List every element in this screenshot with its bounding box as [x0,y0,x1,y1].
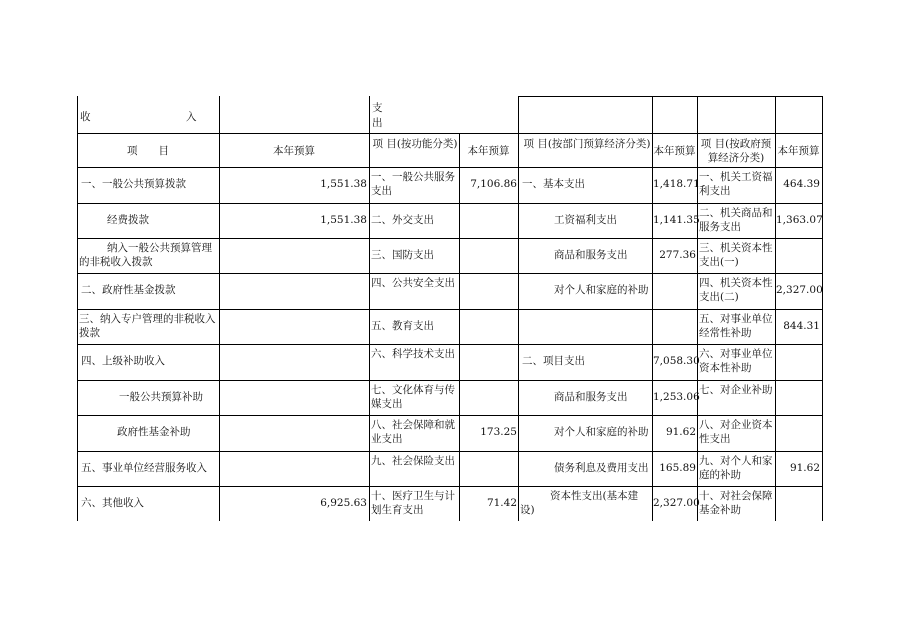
func-budget: 71.42 [486,497,517,509]
gov-budget: 464.39 [783,178,820,190]
func-item: 一、一般公共服务支出 [371,171,455,197]
income-item: 经费拨款 [107,214,149,226]
grid-line [518,96,822,97]
gov-item: 十、对社会保障基金补助 [699,490,773,516]
dept-item: 商品和服务支出 [554,249,628,261]
dept-budget: 165.89 [659,462,696,474]
grid-line [77,273,822,274]
dept-item: 商品和服务支出 [554,391,628,403]
gov-item: 四、机关资本性支出(二) [699,277,773,303]
dept-budget: 277.36 [659,249,696,261]
grid-line [77,415,822,416]
func-item: 五、教育支出 [371,320,434,332]
dept-item: 资本性支出(基本建设) [520,490,639,516]
func-budget: 7,106.86 [470,178,517,190]
gov-budget: 1,363.07 [776,214,823,226]
income-budget: 6,925.63 [320,497,367,509]
gov-budget: 844.31 [783,320,820,332]
gov-item: 八、对企业资本性支出 [699,419,773,445]
grid-line [77,451,822,452]
dept-budget: 1,253.06 [653,391,700,403]
dept-item: 对个人和家庭的补助 [554,426,649,438]
income-item: 三、纳入专户管理的非税收入拨款 [79,313,216,339]
gov-item: 七、对企业补助 [699,384,773,396]
func-item: 三、国防支出 [371,249,434,261]
gov-budget: 91.62 [789,462,820,474]
header-expense-top: 支 [372,102,383,114]
income-budget: 1,551.38 [320,178,367,190]
grid-line [77,344,822,345]
dept-item: 一、基本支出 [522,178,585,190]
grid-line [77,133,822,134]
grid-line [77,486,822,487]
income-item: 六、其他收入 [81,497,144,509]
income-item: 五、事业单位经营服务收入 [81,462,207,474]
gov-item: 二、机关商品和服务支出 [699,207,773,233]
grid-line [77,203,822,204]
func-item: 四、公共安全支出 [371,277,455,289]
col-func-budget: 本年预算 [467,145,510,157]
dept-item: 工资福利支出 [554,214,617,226]
income-item: 纳入一般公共预算管理的非税收入拨款 [79,242,212,268]
col-gov-item: 项 目(按政府预算经济分类) [700,138,772,164]
func-item: 六、科学技术支出 [371,348,455,360]
dept-item: 对个人和家庭的补助 [554,284,649,296]
dept-budget: 1,141.35 [653,214,700,226]
gov-budget: 2,327.00 [776,284,823,296]
income-budget: 1,551.38 [320,214,367,226]
grid-line [77,309,822,310]
gov-item: 五、对事业单位经常性补助 [699,313,773,339]
income-item: 一、一般公共预算拨款 [81,178,186,190]
gov-item: 九、对个人和家庭的补助 [699,455,773,481]
grid-line [77,238,822,239]
grid-line [77,167,822,168]
func-item: 十、医疗卫生与计划生育支出 [371,490,455,516]
col-func-item: 项 目(按功能分类) [372,138,458,150]
dept-budget: 1,418.71 [653,178,700,190]
func-item: 九、社会保险支出 [371,455,455,467]
col-dept-item: 项 目(按部门预算经济分类) [523,138,651,150]
header-expense-bottom: 出 [372,117,383,129]
func-budget: 173.25 [480,426,517,438]
dept-budget: 2,327.00 [653,497,700,509]
header-income-right: 入 [186,111,197,123]
func-item: 八、社会保障和就业支出 [371,419,455,445]
header-income-left: 收 [80,111,91,123]
income-item: 二、政府性基金拨款 [81,284,176,296]
col-income-budget: 本年预算 [273,145,315,157]
income-item: 政府性基金补助 [117,426,191,438]
dept-item: 二、项目支出 [522,355,585,367]
col-income-item: 项 目 [127,145,169,157]
dept-budget: 7,058.30 [653,355,700,367]
grid-line [459,133,460,521]
func-item: 七、文化体育与传媒支出 [371,384,455,410]
col-gov-budget: 本年预算 [777,145,820,157]
income-item: 四、上级补助收入 [81,355,165,367]
gov-item: 一、机关工资福利支出 [699,171,773,197]
func-item: 二、外交支出 [371,214,434,226]
grid-line [822,96,823,521]
grid-line [77,380,822,381]
dept-item: 债务利息及费用支出 [554,462,649,474]
gov-item: 三、机关资本性支出(一) [699,242,773,268]
income-item: 一般公共预算补助 [119,391,203,403]
dept-budget: 91.62 [665,426,696,438]
col-dept-budget: 本年预算 [653,145,696,157]
gov-item: 六、对事业单位资本性补助 [699,348,773,374]
